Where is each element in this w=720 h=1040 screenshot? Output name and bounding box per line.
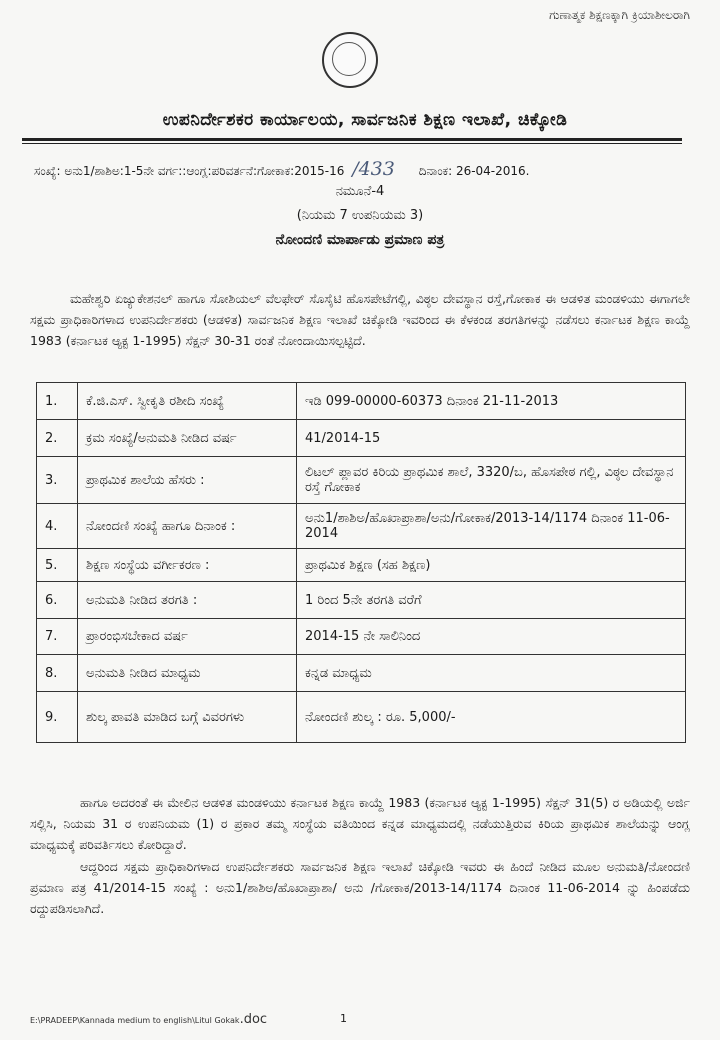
- row-label: ಪ್ರಾರಂಭಿಸಬೇಕಾದ ವರ್ಷ: [78, 619, 297, 655]
- certificate-title: ನೋಂದಣಿ ಮಾರ್ಪಾಡು ಪ್ರಮಾಣ ಪತ್ರ: [275, 232, 445, 248]
- page-number: 1: [340, 1012, 347, 1025]
- table-row: [37, 457, 686, 504]
- footer-file-path: [30, 1012, 267, 1027]
- row-number: 8.: [37, 655, 78, 692]
- form-number: ನಮೂನೆ-4: [335, 184, 385, 199]
- table-row: [37, 383, 686, 420]
- reference-line: [34, 158, 694, 180]
- row-value: 2014-15 ನೇ ಸಾಲಿನಿಂದ: [297, 619, 686, 655]
- row-number: 4.: [37, 504, 78, 549]
- reference-number: ಸಂಖ್ಯೆ: ಅನು1/ಶಾಶಿಅ:1-5ನೇ ವರ್ಗ::ಆಂಗ್ಲ:ಪರಿವರ್ತನೆ:ಗೋಕಾಕ:2015-16: [34, 164, 345, 178]
- table-row: [37, 504, 686, 549]
- table-row: [37, 420, 686, 457]
- row-value: ನೋಂದಣಿ ಶುಲ್ಕ : ರೂ. 5,000/-: [297, 692, 686, 743]
- header-rule-thin: [22, 143, 682, 144]
- intro-paragraph: ಮಹೇಶ್ವರಿ ಏಜ್ಯುಕೇಶನಲ್ ಹಾಗೂ ಸೋಶಿಯಲ್ ವೆಲಫೇರ್ ಸೊಸೈಟಿ ಹೊಸಪೇಟೆಗಲ್ಲಿ, ವಿಠ್ಠಲ ದೇವಸ್ಥಾನ ರಸ್ತೆ,ಗೋಕಾಕ ಈ ಆಡಳಿತ ಮಂಡಳಿಯು ಈಗಾಗಲೇ ಸಕ್ಷಮ ಪ್ರಾಧಿಕಾರಿಗಳಾದ ಉಪನಿರ್ದೇಶಕರು (ಆಡಳಿತ) ಸಾರ್ವಜನಿಕ ಶಿಕ್ಷಣ ಇಲಾಖೆ ಚಿಕ್ಕೋಡಿ ಇವರಿಂದ ಈ ಕೆಳಕಂಡ ತರಗತಿಗಳನ್ನು ನಡೆಸಲು ಕರ್ನಾಟಕ ಶಿಕ್ಷಣ ಕಾಯ್ದೆ 1983 (ಕರ್ನಾಟಕ ಆ್ಯಕ್ಟ 1-1995) ಸೆಕ್ಷನ್ 30-31 ರಂತೆ ನೋಂದಾಯಿಸಲ್ಪಟ್ಟಿದೆ.: [30, 291, 690, 348]
- office-title: ಉಪನಿರ್ದೇಶಕರ ಕಾರ್ಯಾಲಯ, ಸಾರ್ವಜನಿಕ ಶಿಕ್ಷಣ ಇಲಾಖೆ, ಚಿಕ್ಕೋಡಿ: [162, 110, 568, 130]
- row-number: 9.: [37, 692, 78, 743]
- file-path-text: E:\PRADEEP\Kannada medium to english\Litul Gokak: [30, 1016, 240, 1025]
- row-number: 7.: [37, 619, 78, 655]
- row-label: ಅನುಮತಿ ನೀಡಿದ ತರಗತಿ :: [78, 582, 297, 619]
- row-label: ನೋಂದಣಿ ಸಂಖ್ಯೆ ಹಾಗೂ ದಿನಾಂಕ :: [78, 504, 297, 549]
- row-value: ಕನ್ನಡ ಮಾಧ್ಯಮ: [297, 655, 686, 692]
- row-label: ಕ್ರಮ ಸಂಖ್ಯೆ/ಅನುಮತಿ ನೀಡಿದ ವರ್ಷ: [78, 420, 297, 457]
- row-value: ಲಿಟಲ್ ಪ್ಲಾವರ ಕಿರಿಯ ಪ್ರಾಥಮಿಕ ಶಾಲೆ, 3320/ಬ, ಹೊಸಪೇಠ ಗಲ್ಲಿ, ವಿಠ್ಠಲ ದೇವಸ್ಥಾನ ರಸ್ತೆ ಗೋಕಾಕ: [297, 457, 686, 504]
- table-row: [37, 549, 686, 582]
- details-table: [36, 382, 686, 743]
- row-number: 1.: [37, 383, 78, 420]
- handwritten-number: /433: [352, 158, 395, 180]
- row-number: 3.: [37, 457, 78, 504]
- table-row: [37, 692, 686, 743]
- paragraph-conversion-request: ಹಾಗೂ ಅದರಂತೆ ಈ ಮೇಲಿನ ಆಡಳಿತ ಮಂಡಳಿಯು ಕರ್ನಾಟಕ ಶಿಕ್ಷಣ ಕಾಯ್ದೆ 1983 (ಕರ್ನಾಟಕ ಆ್ಯಕ್ಟ 1-1995) ಸೆಕ್ಷನ್ 31(5) ರ ಅಡಿಯಲ್ಲಿ ಅರ್ಜಿ ಸಲ್ಲಿಸಿ, ನಿಯಮ 31 ರ ಉಪನಿಯಮ (1) ರ ಪ್ರಕಾರ ತಮ್ಮ ಸಂಸ್ಥೆಯ ವತಿಯಿಂದ ಕನ್ನಡ ಮಾಧ್ಯಮದಲ್ಲಿ ನಡೆಯುತ್ತಿರುವ ಕಿರಿಯ ಪ್ರಾಥಮಿಕ ಶಾಲೆಯನ್ನು ಆಂಗ್ಲ ಮಾಧ್ಯಮಕ್ಕೆ ಪರಿವರ್ತಿಸಲು ಕೋರಿದ್ದಾರೆ.: [30, 795, 690, 852]
- paragraph-cancellation: ಆದ್ದರಿಂದ ಸಕ್ಷಮ ಪ್ರಾಧಿಕಾರಿಗಳಾದ ಉಪನಿರ್ದೇಶಕರು ಸಾರ್ವಜನಿಕ ಶಿಕ್ಷಣ ಇಲಾಖೆ ಚಿಕ್ಕೋಡಿ ಇವರು ಈ ಹಿಂದೆ ನೀಡಿದ ಮೂಲ ಅನುಮತಿ/ನೋಂದಣಿ ಪ್ರಮಾಣ ಪತ್ರ 41/2014-15 ಸಂಖ್ಯೆ : ಅನು1/ಶಾಶಿಅ/ಹೊಖಾಪ್ರಾಶಾ/ ಅನು /ಗೋಕಾಕ/2013-14/1174 ದಿನಾಂಕ 11-06-2014 ನ್ನು ಹಿಂಪಡೆದು ರದ್ದುಪಡಿಸಲಾಗಿದೆ.: [30, 859, 690, 916]
- row-label: ಶುಲ್ಕ ಪಾವತಿ ಮಾಡಿದ ಬಗ್ಗೆ ವಿವರಗಳು: [78, 692, 297, 743]
- row-number: 5.: [37, 549, 78, 582]
- file-extension: .doc: [239, 1012, 268, 1027]
- table-row: [37, 655, 686, 692]
- date-value: 26-04-2016.: [455, 164, 530, 178]
- row-label: ಅನುಮತಿ ನೀಡಿದ ಮಾಧ್ಯಮ: [78, 655, 297, 692]
- row-label: ಕೆ.ಜಿ.ಎಸ್. ಸ್ವೀಕೃತಿ ರಶೀದಿ ಸಂಖ್ಯೆ: [78, 383, 297, 420]
- row-value: ಪ್ರಾಥಮಿಕ ಶಿಕ್ಷಣ (ಸಹ ಶಿಕ್ಷಣ): [297, 549, 686, 582]
- header-rule: [22, 138, 682, 141]
- row-label: ಶಿಕ್ಷಣ ಸಂಸ್ಥೆಯ ವರ್ಗೀಕರಣ :: [78, 549, 297, 582]
- row-number: 2.: [37, 420, 78, 457]
- table-row: [37, 582, 686, 619]
- row-value: 1 ರಿಂದ 5ನೇ ತರಗತಿ ವರೆಗೆ: [297, 582, 686, 619]
- top-slogan: ಗುಣಾತ್ಮಕ ಶಿಕ್ಷಣಕ್ಕಾಗಿ ಕ್ರಿಯಾಶೀಲರಾಗಿ: [549, 8, 690, 22]
- row-value: ಅನು1/ಶಾಶಿಅ/ಹೊಖಾಪ್ರಾಶಾ/ಅನು/ಗೋಕಾಕ/2013-14/1174 ದಿನಾಂಕ 11-06-2014: [297, 504, 686, 549]
- row-value: ಇಡಿ 099-00000-60373 ದಿನಾಂಕ 21-11-2013: [297, 383, 686, 420]
- row-value: 41/2014-15: [297, 420, 686, 457]
- row-number: 6.: [37, 582, 78, 619]
- table-row: [37, 619, 686, 655]
- government-emblem-icon: [322, 32, 378, 88]
- date-label: ದಿನಾಂಕ:: [418, 164, 453, 178]
- row-label: ಪ್ರಾಥಮಿಕ ಶಾಲೆಯ ಹೆಸರು :: [78, 457, 297, 504]
- rule-reference: (ನಿಯಮ 7 ಉಪನಿಯಮ 3): [296, 208, 424, 223]
